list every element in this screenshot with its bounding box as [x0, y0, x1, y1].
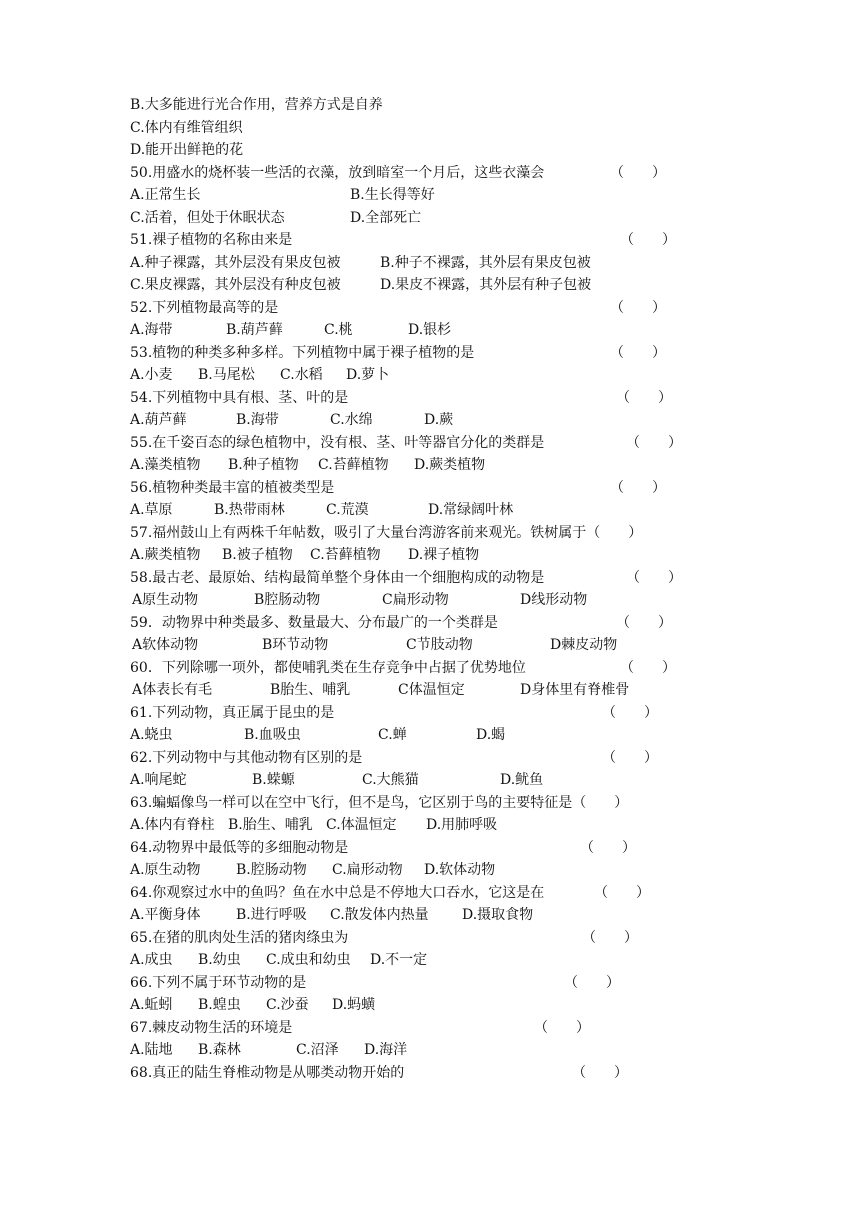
answer-option: D.银杉 — [408, 322, 452, 338]
answer-option: D.不一定 — [370, 952, 428, 968]
answer-blank: （ ） — [572, 1064, 628, 1081]
answer-option: A.蛲虫 — [130, 727, 173, 743]
answer-option: A原生动物 — [132, 592, 199, 608]
options-row — [130, 724, 820, 746]
answer-option: C.沙蚕 — [266, 997, 309, 1013]
options-row — [130, 769, 820, 791]
answer-option: D.软体动物 — [424, 862, 496, 878]
answer-option: B.葫芦藓 — [226, 322, 283, 338]
answer-blank: （ ） — [564, 974, 620, 991]
answer-option: D.蝎 — [476, 727, 506, 743]
options-row — [130, 1039, 820, 1061]
answer-option: D.摄取食物 — [462, 907, 534, 923]
answer-option: C扁形动物 — [382, 592, 449, 608]
question-line — [130, 1017, 820, 1039]
question-text: 50.用盛水的烧杯装一些活的衣藻，放到暗室一个月后，这些衣藻会 — [130, 164, 545, 181]
question-text: 61.下列动物，真正属于昆虫的是 — [130, 704, 335, 721]
answer-option: A.平衡身体 — [130, 907, 201, 923]
question-text: 66.下列不属于环节动物的是 — [130, 974, 307, 991]
answer-option: A.原生动物 — [130, 862, 201, 878]
question-line — [130, 612, 820, 634]
question-text: 52.下列植物最高等的是 — [130, 299, 279, 316]
options-row — [130, 319, 820, 341]
question-text: 68.真正的陆生脊椎动物是从哪类动物开始的 — [130, 1064, 405, 1081]
answer-option: A.成虫 — [130, 952, 173, 968]
question-line — [130, 342, 820, 364]
options-row — [130, 949, 820, 971]
question-line — [130, 837, 820, 859]
answer-blank: （ ） — [626, 569, 682, 586]
answer-blank: （ ） — [610, 479, 666, 496]
answer-option: A.响尾蛇 — [130, 772, 187, 788]
answer-option: D.蚂蟥 — [332, 997, 376, 1013]
option-line — [130, 94, 820, 116]
answer-option: C节肢动物 — [406, 637, 473, 653]
answer-blank: （ ） — [594, 884, 650, 901]
answer-option: C.扁形动物 — [332, 862, 403, 878]
answer-option: D.蕨类植物 — [414, 457, 486, 473]
answer-blank: （ ） — [620, 659, 676, 676]
answer-option: A.正常生长 — [130, 187, 201, 203]
options-row — [130, 184, 820, 206]
answer-option: D.萝卜 — [346, 367, 390, 383]
answer-blank: （ ） — [610, 164, 666, 181]
answer-option: C体温恒定 — [398, 682, 465, 698]
answer-option: D.鱿鱼 — [500, 772, 544, 788]
answer-option: C.散发体内热量 — [330, 907, 429, 923]
question-text: 51.裸子植物的名称由来是 — [130, 232, 293, 248]
answer-blank: （ ） — [582, 929, 638, 946]
answer-option: B.血吸虫 — [244, 727, 301, 743]
options-row — [130, 409, 820, 431]
question-text: 62.下列动物中与其他动物有区别的是 — [130, 749, 363, 766]
answer-option: D.海洋 — [364, 1042, 408, 1058]
question-line — [130, 972, 820, 994]
answer-option: C.体内有维管组织 — [130, 119, 243, 136]
answer-option: A.草原 — [130, 502, 173, 518]
answer-option: C.苔藓植物 — [318, 457, 389, 473]
options-row — [130, 859, 820, 881]
question-text: 67.棘皮动物生活的环境是 — [130, 1019, 293, 1036]
question-text: 59．动物界中种类最多、数量最大、分布最广的一个类群是 — [130, 614, 498, 631]
options-row — [130, 679, 820, 701]
answer-option: D.能开出鲜艳的花 — [130, 142, 244, 158]
answer-blank: （ ） — [610, 299, 666, 316]
answer-option: B胎生、哺乳 — [270, 682, 351, 698]
question-text: 60．下列除哪一项外，都使哺乳类在生存竞争中占据了优势地位 — [130, 659, 526, 676]
answer-option: B.胎生、哺乳 — [228, 817, 313, 833]
options-row — [130, 364, 820, 386]
options-row — [130, 994, 820, 1016]
options-row — [130, 252, 820, 274]
answer-option: C.苔藓植物 — [310, 547, 381, 563]
answer-blank: （ ） — [610, 344, 666, 361]
answer-option: D.裸子植物 — [408, 547, 480, 563]
options-row — [130, 904, 820, 926]
question-line — [130, 882, 820, 904]
question-text: 58.最古老、最原始、结构最简单整个身体由一个细胞构成的动物是 — [130, 569, 545, 586]
question-text: 57.福州鼓山上有两株千年帖数，吸引了大量台湾游客前来观光。铁树属于（ ） — [130, 524, 643, 541]
answer-option: B.种子植物 — [228, 457, 299, 473]
answer-option: B.海带 — [236, 412, 279, 428]
answer-blank: （ ） — [534, 1019, 590, 1036]
question-line — [130, 657, 820, 679]
question-line — [130, 1062, 820, 1084]
answer-option: A.蚯蚓 — [130, 997, 173, 1013]
question-line — [130, 927, 820, 949]
options-row — [130, 274, 820, 296]
answer-option: B腔肠动物 — [254, 592, 321, 608]
answer-option: A体表长有毛 — [132, 682, 213, 698]
answer-option: B.森林 — [198, 1042, 241, 1058]
answer-option: C.沼泽 — [296, 1042, 339, 1058]
answer-option: C.大熊猫 — [362, 772, 419, 788]
answer-option: D.常绿阔叶林 — [428, 502, 514, 518]
question-line — [130, 229, 820, 251]
question-line — [130, 432, 820, 454]
answer-option: D.用肺呼吸 — [426, 817, 498, 833]
answer-option: C.体温恒定 — [326, 817, 397, 833]
question-text: 65.在猪的肌肉处生活的猪肉绦虫为 — [130, 929, 349, 946]
options-row — [130, 634, 820, 656]
answer-blank: （ ） — [620, 232, 676, 248]
answer-option: A.陆地 — [130, 1042, 173, 1058]
answer-blank: （ ） — [602, 704, 658, 721]
answer-option: C.水绵 — [330, 412, 373, 428]
answer-option: B.生长得等好 — [350, 187, 435, 203]
question-line — [130, 477, 820, 499]
answer-option: B.大多能进行光合作用，营养方式是自养 — [130, 97, 383, 113]
answer-option: B.蝾螈 — [252, 772, 295, 788]
answer-option: B.热带雨林 — [214, 502, 285, 518]
options-row — [130, 454, 820, 476]
answer-option: C.成虫和幼虫 — [266, 952, 351, 968]
answer-option: A.藻类植物 — [130, 457, 201, 473]
answer-option: B.进行呼吸 — [236, 907, 307, 923]
question-text: 55.在千姿百态的绿色植物中，没有根、茎、叶等器官分化的类群是 — [130, 434, 545, 451]
option-line — [130, 117, 820, 139]
answer-option: C.蝉 — [378, 727, 407, 743]
answer-option: D.果皮不裸露，其外层有种子包被 — [380, 277, 592, 293]
answer-option: C.桃 — [324, 322, 353, 338]
answer-blank: （ ） — [580, 839, 636, 856]
answer-option: A.体内有脊柱 — [130, 817, 215, 833]
answer-option: D.全部死亡 — [350, 209, 422, 226]
answer-option: A软体动物 — [132, 637, 199, 653]
answer-option: B.马尾松 — [198, 367, 255, 383]
answer-blank: （ ） — [626, 434, 682, 451]
question-text: 56.植物种类最丰富的植被类型是 — [130, 479, 335, 496]
answer-option: C.水稻 — [280, 367, 323, 383]
answer-option: B.蝗虫 — [198, 997, 241, 1013]
options-row — [130, 207, 820, 229]
answer-option: B.腔肠动物 — [236, 862, 307, 878]
answer-option: A.葫芦藓 — [130, 412, 187, 428]
question-line — [130, 297, 820, 319]
question-text: 53.植物的种类多种多样。下列植物中属于裸子植物的是 — [130, 344, 475, 361]
answer-blank: （ ） — [602, 749, 658, 766]
options-row — [130, 544, 820, 566]
answer-blank: （ ） — [616, 614, 672, 631]
options-row — [130, 589, 820, 611]
question-line — [130, 747, 820, 769]
question-line — [130, 567, 820, 589]
question-line — [130, 702, 820, 724]
answer-option: B.种子不裸露，其外层有果皮包被 — [380, 254, 591, 271]
question-line — [130, 522, 820, 544]
question-text: 64.动物界中最低等的多细胞动物是 — [130, 839, 349, 856]
question-text: 63.蝙蝠像鸟一样可以在空中飞行，但不是鸟，它区别于鸟的主要特征是（ ） — [130, 794, 629, 811]
answer-option: D身体里有脊椎骨 — [520, 682, 630, 698]
answer-option: C.活着，但处于休眠状态 — [130, 209, 285, 226]
answer-option: D.蕨 — [424, 412, 454, 428]
answer-option: C.果皮裸露，其外层没有种皮包被 — [130, 277, 341, 293]
answer-option: A.海带 — [130, 322, 173, 338]
options-row — [130, 499, 820, 521]
answer-option: B.被子植物 — [222, 547, 293, 563]
question-line — [130, 387, 820, 409]
question-line — [130, 792, 820, 814]
answer-option: D棘皮动物 — [550, 637, 618, 653]
option-line — [130, 139, 820, 161]
answer-blank: （ ） — [616, 389, 672, 406]
options-row — [130, 814, 820, 836]
question-line — [130, 162, 820, 184]
question-text: 64.你观察过水中的鱼吗？鱼在水中总是不停地大口吞水，它这是在 — [130, 884, 545, 901]
answer-option: D线形动物 — [520, 592, 588, 608]
answer-option: A.小麦 — [130, 367, 173, 383]
answer-option: B环节动物 — [262, 637, 329, 653]
question-text: 54.下列植物中具有根、茎、叶的是 — [130, 389, 349, 406]
answer-option: B.幼虫 — [198, 952, 241, 968]
answer-option: A.蕨类植物 — [130, 547, 201, 563]
answer-option: C.荒漠 — [326, 502, 369, 518]
answer-option: A.种子裸露，其外层没有果皮包被 — [130, 254, 341, 271]
